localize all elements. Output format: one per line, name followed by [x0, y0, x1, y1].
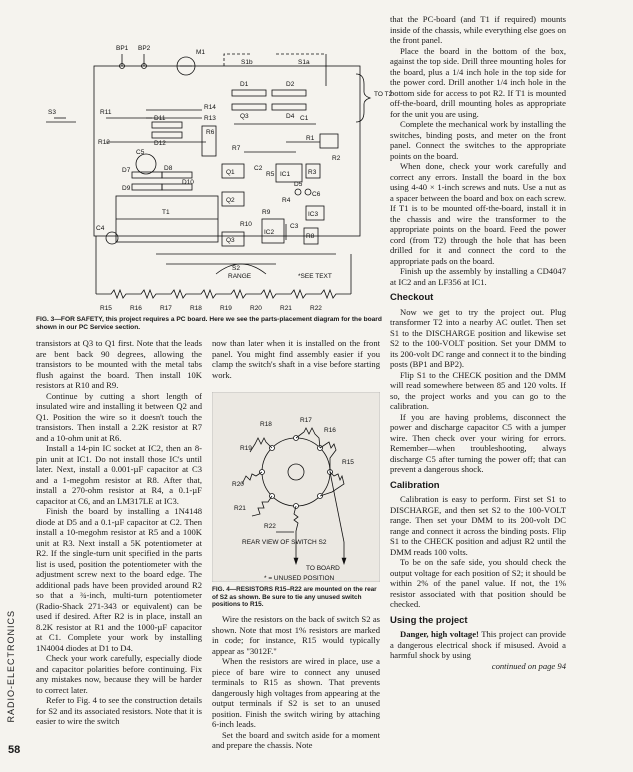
fig4-label-r15: R15: [342, 459, 354, 466]
label-s2: S2: [232, 265, 240, 272]
label-d8: D8: [164, 165, 173, 172]
label-s3: S3: [48, 109, 56, 116]
col1-p1: transistors at Q3 to Q1 first. Note that the leads are bent back 90 degrees, allowing the transistors to be mounted with the metal tabs flush against the board. Then install 10K resistors at R10 and R9.: [36, 338, 202, 390]
label-r14: R14: [204, 104, 216, 111]
label-bp2: BP2: [138, 45, 151, 52]
fig4-caption-lead: FIG. 4—RESISTORS R15–R22 are mounted on the rear of S2 as shown.: [212, 586, 377, 601]
continued-note: continued on page 94: [491, 660, 566, 671]
fig4-label-to-board: TO BOARD: [306, 565, 340, 572]
col1-p5: Check your work carefully, especially diode and capacitor polarities before continuing. Fix any mistakes now, because they will be harder to correct later.: [36, 653, 202, 695]
label-d12: D12: [154, 140, 166, 147]
col3-p10: To be on the safe side, you should check the output voltage for each position of S2; it should be within 2% of the panel value. If not, the 1% resistor associated with that position should be checked.: [390, 557, 566, 609]
label-c4: C4: [96, 225, 105, 232]
label-t1: T1: [162, 209, 170, 216]
col3-p7: Flip S1 to the CHECK position and the DMM will read somewhere between 85 and 120 volts. If so, the project works and you can go to the calibration.: [390, 369, 566, 411]
col3-p4: When done, check your work carefully and correct any errors. Install the board in the box using 4-40 × 1-inch screws and nuts. Use a nut as a spacer between the board and box on each screw. If T1 is to be mounted off-the-board, install it in the chassis and wire the transformer to the appropriate points on the board. Feed the power cord (from T2) through the hole that has been drilled for it and connect the cord to the appropriate pads on the board.: [390, 161, 566, 266]
heading-checkout: Checkout: [390, 292, 434, 303]
label-r21: R21: [280, 305, 292, 312]
col2-p2: Wire the resistors on the back of switch S2 as shown. Note that most 1% resistors are marked in code; for instance, R15 would typically appear as "3012F.": [212, 614, 380, 656]
label-c6: C6: [312, 191, 321, 198]
col3-p11-body: This project can provide a dangerous electrical shock if misused. Avoid a harmful shock by using: [390, 629, 566, 660]
label-ic2: IC2: [264, 229, 275, 236]
label-d11: D11: [154, 115, 166, 122]
fig4-label-r20: R20: [232, 481, 244, 488]
fig3-caption-body: Here we see the parts-placement diagram for the board shown in our PC Service section.: [36, 316, 382, 331]
label-q2: Q2: [226, 197, 235, 204]
label-r20: R20: [250, 305, 262, 312]
heading-calibration: Calibration: [390, 479, 440, 491]
label-to-t2: TO T2: [374, 91, 393, 98]
col3-p9: Calibration is easy to perform. First set S1 to DISCHARGE, and then set S2 to the 100-VOLT range. Then set your DMM to its 200-volt DC range and connect it across the binding posts. Flip S1 to the CHECK position and adjust R2 until the DMM reads 100 volts.: [390, 494, 566, 557]
label-r3: R3: [308, 169, 317, 176]
col3-p2: Place the board in the bottom of the box, against the top side. Drill three mounting holes for the board, plus a 1/4 inch hole in the top side for the power cord. Drill another 1/4 inch hole in the bottom side for access to pot R2. If T1 is mounted off-the-board, drill mounting holes as appropriate for the unit you are using.: [390, 45, 566, 119]
col1-p3: Install a 14-pin IC socket at IC2, then an 8-pin unit at IC1. Do not install those IC's until later. Next, install a 0.001-µF capacitor at C3 and a 1-megohm resistor at R8. After that, install a 270-ohm resistor at R4, a 0.1-µF capacitor at C6, and an LM317LE at IC3.: [36, 443, 202, 506]
column-2-bottom: [212, 614, 380, 751]
label-r1: R1: [306, 135, 315, 142]
col2-p1: now than later when it is installed on the front panel. You might find assembly easier if you clamp the switch's shaft in a vise before starting work.: [212, 338, 380, 380]
fig4-label-rear-view: REAR VIEW OF SWITCH S2: [242, 539, 327, 546]
col3-p6: Now we get to try the project out. Plug transformer T2 into a nearby AC outlet. Then set S1 to the DISCHARGE position and likewise set S2 to the 100-VOLT position. Set your DMM to its 200-volt DC range and connect it to the binding posts (BP1 and BP2).: [390, 306, 566, 369]
column-1: [36, 338, 202, 727]
page-number: 58: [8, 744, 21, 756]
label-r17: R17: [160, 305, 172, 312]
fig4-label-r22: R22: [264, 523, 276, 530]
col3-p5: Finish up the assembly by installing a CD4047 at IC2 and an LF356 at IC1.: [390, 266, 566, 287]
label-ic1: IC1: [280, 171, 291, 178]
label-c1: C1: [300, 115, 309, 122]
label-d4: D4: [286, 113, 295, 120]
label-r8: R8: [306, 233, 315, 240]
label-r18: R18: [190, 305, 202, 312]
col2-p3: When the resistors are wired in place, use a piece of bare wire to connect any unused terminals to R15 as shown. That prevents dangerously high voltages from appearing at the output terminals if S2 is set to an unused position. Finish the switch wiring by attaching 6-inch leads.: [212, 656, 380, 729]
label-r22: R22: [310, 305, 322, 312]
label-d1: D1: [240, 81, 249, 88]
label-s1a: S1a: [298, 59, 310, 66]
label-r19: R19: [220, 305, 232, 312]
label-ic3: IC3: [308, 211, 319, 218]
label-r7: R7: [232, 145, 241, 152]
label-r5: R5: [266, 171, 275, 178]
label-c2: C2: [254, 165, 263, 172]
label-d2: D2: [286, 81, 295, 88]
label-r2: R2: [332, 155, 341, 162]
label-r10: R10: [240, 221, 252, 228]
label-d7: D7: [122, 167, 131, 174]
fig4-caption-body: Be sure to tie any unused switch positions to R15.: [212, 593, 362, 609]
fig4-label-r19: R19: [240, 445, 252, 452]
label-r12: R12: [98, 139, 110, 146]
label-s1b: S1b: [241, 59, 253, 66]
col3-p11: [390, 629, 566, 661]
label-d9: D9: [122, 185, 131, 192]
fig4-label-r16: R16: [324, 427, 336, 434]
label-d5: D5: [294, 181, 303, 188]
col1-p2: Continue by cutting a short length of insulated wire and installing it between Q2 and Q1. Position the wire so it doesn't touch the transistors. Then install a 2.2K resistor at R7 and a 10-ohm unit at R6.: [36, 390, 202, 443]
danger-warning: Danger, high voltage!: [400, 629, 479, 639]
column-2-top: [212, 338, 380, 380]
col1-p4: Finish the board by installing a 1N4148 diode at D5 and a 0.1-µF capacitor at C2. Then install a 10-megohm resistor at R5 and a 100K unit at R3. Next install a 5K potentiometer at R2. If the single-turn unit specified in the parts list is used, position the potentiometer with the adjustment screw next to the board edge. The additional pads have been provided around R2 so that a ¾-inch, multi-turn potentiometer (Radio-Shack 271-343 or equivalent) can be used if desired. After R2 is in place, install an 8.2K resistor at R1 and the 1000-µF capacitor at C1. Complete your work by installing 1N4004 diodes at D1 to D4.: [36, 506, 202, 653]
label-r6: R6: [206, 129, 215, 136]
fig4-label-r17: R17: [300, 417, 312, 424]
fig4-caption: [212, 586, 380, 609]
label-q1: Q1: [226, 169, 235, 176]
fig3-caption-lead: FIG. 3—FOR SAFETY, this project requires a PC board.: [36, 316, 208, 323]
col3-p1: that the PC-board (and T1 if required) mounts inside of the chassis, while everything else goes on the front panel.: [390, 14, 566, 45]
label-r4: R4: [282, 197, 291, 204]
fig4-switch-diagram: [212, 392, 380, 582]
label-r16: R16: [130, 305, 142, 312]
fig4-label-r21: R21: [234, 505, 246, 512]
label-r9: R9: [262, 209, 271, 216]
label-range: RANGE: [228, 273, 252, 280]
fig3-parts-placement-diagram: [36, 14, 428, 314]
label-d10: D10: [182, 179, 194, 186]
label-bp1: BP1: [116, 45, 129, 52]
label-c3: C3: [290, 223, 299, 230]
fig3-caption: [36, 316, 396, 332]
label-m1: M1: [196, 49, 206, 56]
label-r13: R13: [204, 115, 216, 122]
col3-p8: If you are having problems, disconnect the power and discharge capacitor C5 with a jumper wire. Then check over your wiring for errors. Remember—when troubleshooting, always discharge C5 after turning the power off; that can prevent a dangerous shock.: [390, 411, 566, 474]
col1-p6: Refer to Fig. 4 to see the construction details for S2 and its associated resistors. Note that it is easier to wire the switch: [36, 695, 202, 726]
fig4-label-unused: * = UNUSED POSITION: [264, 575, 335, 582]
magazine-name: RADIO-ELECTRONICS: [6, 610, 16, 723]
label-q3: Q3: [226, 237, 235, 244]
col2-p4: Set the board and switch aside for a moment and prepare the chassis. Note: [212, 729, 380, 750]
col3-p3: Complete the mechanical work by installing the switches, binding posts, and meter on the front panel. Connect the switches to the appropriate points on the board.: [390, 119, 566, 161]
fig4-label-r18: R18: [260, 421, 272, 428]
label-see-text: *SEE TEXT: [298, 273, 332, 280]
column-3: [390, 14, 566, 671]
label-q3-top: Q3: [240, 113, 249, 120]
label-r15: R15: [100, 305, 112, 312]
label-r11: R11: [100, 109, 112, 116]
heading-using-project: Using the project: [390, 614, 468, 626]
label-c5: C5: [136, 149, 145, 156]
